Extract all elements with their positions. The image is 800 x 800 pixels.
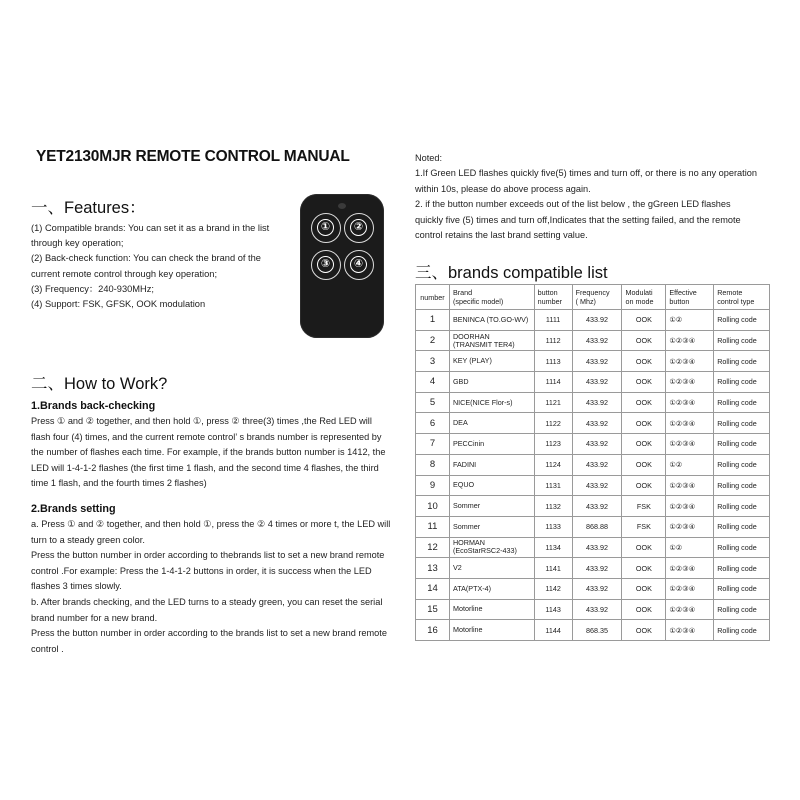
table-cell: Rolling code bbox=[714, 599, 770, 620]
table-cell: 433.92 bbox=[572, 434, 622, 455]
table-cell: OOK bbox=[622, 578, 666, 599]
table-cell: GBD bbox=[449, 372, 534, 393]
table-cell: 1141 bbox=[534, 558, 572, 579]
brands-setting-paragraph: Press the button number in order according to the brands list to set a new brand remote control . bbox=[31, 628, 387, 654]
table-cell: 9 bbox=[416, 475, 450, 496]
table-cell: Rolling code bbox=[714, 434, 770, 455]
table-cell: Rolling code bbox=[714, 310, 770, 331]
brands-setting-heading: 2.Brands setting bbox=[31, 503, 116, 515]
table-cell: 1123 bbox=[534, 434, 572, 455]
remote-button-2-label: ② bbox=[350, 219, 367, 236]
noted-line: 2. if the button number exceeds out of the list below , the gGreen LED flashes quickly five (5) times and turn off,Indicates that the setting failed, and the remote control retains the last brand setting value. bbox=[415, 199, 741, 241]
table-cell: PECCinin bbox=[449, 434, 534, 455]
table-cell: 1124 bbox=[534, 454, 572, 475]
table-cell: 1132 bbox=[534, 496, 572, 517]
table-cell: 433.92 bbox=[572, 578, 622, 599]
table-row bbox=[416, 537, 770, 558]
column-header: button number bbox=[534, 285, 572, 310]
table-cell: 1134 bbox=[534, 537, 572, 558]
table-cell: 433.92 bbox=[572, 310, 622, 331]
table-row bbox=[416, 372, 770, 393]
table-cell: V2 bbox=[449, 558, 534, 579]
brands-setting-paragraph: b. After brands checking, and the LED turns to a steady green, you can reset the serial brand number for a new brand. bbox=[31, 596, 383, 623]
table-cell: Rolling code bbox=[714, 620, 770, 641]
table-row bbox=[416, 413, 770, 434]
brands-setting-paragraph: a. Press ① and ② together, and then hold ①, press the ② 4 times or more t, the LED will turn to a steady green color. bbox=[31, 519, 391, 545]
table-cell: 433.92 bbox=[572, 454, 622, 475]
remote-control-image bbox=[300, 194, 384, 338]
feature-item: (2) Back-check function: You can check the brand of the current remote control through key operation; bbox=[31, 253, 261, 279]
brands-table bbox=[415, 284, 770, 641]
table-cell: ①② bbox=[666, 537, 714, 558]
table-cell: 14 bbox=[416, 578, 450, 599]
table-cell: OOK bbox=[622, 558, 666, 579]
column-header: Brand (specific model) bbox=[449, 285, 534, 310]
remote-button-3-label: ③ bbox=[317, 256, 334, 273]
table-cell: OOK bbox=[622, 475, 666, 496]
table-cell: HORMAN (EcoStarRSC2-433) bbox=[449, 537, 534, 558]
table-cell: ①② bbox=[666, 310, 714, 331]
table-cell: OOK bbox=[622, 413, 666, 434]
table-cell: 868.35 bbox=[572, 620, 622, 641]
table-cell: Rolling code bbox=[714, 496, 770, 517]
table-cell: 433.92 bbox=[572, 475, 622, 496]
table-cell: 11 bbox=[416, 516, 450, 537]
table-row bbox=[416, 434, 770, 455]
remote-button-2 bbox=[344, 213, 374, 243]
remote-button-4 bbox=[344, 250, 374, 280]
back-checking-text bbox=[31, 414, 391, 492]
column-header: number bbox=[416, 285, 450, 310]
brands-list-heading: 三、brands compatible list bbox=[415, 264, 608, 282]
column-header: Effective button bbox=[666, 285, 714, 310]
remote-button-4-label: ④ bbox=[350, 256, 367, 273]
table-cell: Rolling code bbox=[714, 413, 770, 434]
table-cell: 5 bbox=[416, 392, 450, 413]
table-cell: ①②③④ bbox=[666, 330, 714, 351]
table-cell: Rolling code bbox=[714, 392, 770, 413]
table-cell: 6 bbox=[416, 413, 450, 434]
table-cell: 433.92 bbox=[572, 537, 622, 558]
table-cell: OOK bbox=[622, 454, 666, 475]
table-cell: 13 bbox=[416, 558, 450, 579]
table-cell: 433.92 bbox=[572, 351, 622, 372]
table-row bbox=[416, 578, 770, 599]
table-cell: OOK bbox=[622, 434, 666, 455]
table-cell: NICE(NICE Flor-s) bbox=[449, 392, 534, 413]
table-cell: 433.92 bbox=[572, 413, 622, 434]
table-header-row bbox=[416, 285, 770, 310]
table-cell: 433.92 bbox=[572, 496, 622, 517]
table-cell: Rolling code bbox=[714, 558, 770, 579]
table-cell: FSK bbox=[622, 496, 666, 517]
feature-item: (1) Compatible brands: You can set it as a brand in the list through key operation; bbox=[31, 223, 270, 249]
table-cell: ①②③④ bbox=[666, 496, 714, 517]
table-cell: EQUO bbox=[449, 475, 534, 496]
table-row bbox=[416, 454, 770, 475]
features-heading: 一、Features： bbox=[31, 199, 146, 217]
table-cell: OOK bbox=[622, 392, 666, 413]
table-cell: ATA(PTX-4) bbox=[449, 578, 534, 599]
feature-item: (3) Frequency：240-930MHz; bbox=[31, 283, 154, 294]
features-list bbox=[31, 221, 289, 312]
table-cell: 433.92 bbox=[572, 392, 622, 413]
table-cell: BENINCA (TO.GO-WV) bbox=[449, 310, 534, 331]
table-cell: 8 bbox=[416, 454, 450, 475]
table-cell: KEY (PLAY) bbox=[449, 351, 534, 372]
table-cell: Rolling code bbox=[714, 578, 770, 599]
brands-setting-paragraph: Press the button number in order according to thebrands list to set a new brand remote control .For example: Press the 1-4-1-2 buttons in order, it is success when the LED flashes 3 times slowly. bbox=[31, 550, 385, 592]
table-cell: ①②③④ bbox=[666, 351, 714, 372]
table-cell: ①②③④ bbox=[666, 516, 714, 537]
table-cell: Rolling code bbox=[714, 330, 770, 351]
table-row bbox=[416, 392, 770, 413]
table-cell: Rolling code bbox=[714, 537, 770, 558]
table-row bbox=[416, 620, 770, 641]
table-row bbox=[416, 310, 770, 331]
table-cell: 1 bbox=[416, 310, 450, 331]
table-cell: 1114 bbox=[534, 372, 572, 393]
table-cell: 1112 bbox=[534, 330, 572, 351]
table-cell: 1113 bbox=[534, 351, 572, 372]
back-checking-paragraph: Press ① and ② together, and then hold ①, press ② three(3) times ,the Red LED will flash four (4) times, and the current remote control’ s brands number is represented by the number of flashes each time. For example, if the brands button number is 1412, the LED will 1-4-1-2 flashes (the first time 1 flash, and the second time 4 flashes, the third time 1 flash, and the fourth times 2 flashes) bbox=[31, 416, 386, 489]
table-cell: Rolling code bbox=[714, 372, 770, 393]
table-cell: DOORHAN (TRANSMIT TER4) bbox=[449, 330, 534, 351]
table-cell: Sommer bbox=[449, 496, 534, 517]
table-cell: ①②③④ bbox=[666, 434, 714, 455]
table-cell: OOK bbox=[622, 620, 666, 641]
table-cell: Motorline bbox=[449, 620, 534, 641]
remote-button-1-label: ① bbox=[317, 219, 334, 236]
how-to-work-heading: 二、How to Work? bbox=[31, 375, 168, 393]
table-cell: ①②③④ bbox=[666, 620, 714, 641]
table-cell: Rolling code bbox=[714, 516, 770, 537]
column-header: Remote control type bbox=[714, 285, 770, 310]
table-cell: ①②③④ bbox=[666, 372, 714, 393]
table-cell: 10 bbox=[416, 496, 450, 517]
table-cell: 1143 bbox=[534, 599, 572, 620]
table-cell: ①②③④ bbox=[666, 558, 714, 579]
table-cell: FSK bbox=[622, 516, 666, 537]
table-cell: DEA bbox=[449, 413, 534, 434]
table-cell: FADINI bbox=[449, 454, 534, 475]
table-cell: ①②③④ bbox=[666, 578, 714, 599]
table-row bbox=[416, 599, 770, 620]
table-cell: ①②③④ bbox=[666, 599, 714, 620]
table-row bbox=[416, 330, 770, 351]
table-row bbox=[416, 496, 770, 517]
table-row bbox=[416, 516, 770, 537]
table-cell: 15 bbox=[416, 599, 450, 620]
table-cell: ①②③④ bbox=[666, 392, 714, 413]
table-cell: 433.92 bbox=[572, 372, 622, 393]
table-cell: OOK bbox=[622, 310, 666, 331]
table-row bbox=[416, 351, 770, 372]
table-cell: 1142 bbox=[534, 578, 572, 599]
table-cell: 1121 bbox=[534, 392, 572, 413]
page-title: YET2130MJR REMOTE CONTROL MANUAL bbox=[36, 148, 350, 165]
table-cell: Rolling code bbox=[714, 351, 770, 372]
table-cell: 1122 bbox=[534, 413, 572, 434]
table-cell: 2 bbox=[416, 330, 450, 351]
table-cell: 1131 bbox=[534, 475, 572, 496]
table-cell: 433.92 bbox=[572, 599, 622, 620]
table-cell: Rolling code bbox=[714, 454, 770, 475]
noted-section bbox=[415, 151, 760, 243]
table-cell: ①②③④ bbox=[666, 475, 714, 496]
table-cell: 1144 bbox=[534, 620, 572, 641]
table-cell: 433.92 bbox=[572, 558, 622, 579]
table-cell: OOK bbox=[622, 537, 666, 558]
table-cell: 12 bbox=[416, 537, 450, 558]
table-cell: OOK bbox=[622, 330, 666, 351]
table-cell: 868.88 bbox=[572, 516, 622, 537]
back-checking-heading: 1.Brands back-checking bbox=[31, 400, 156, 412]
table-cell: OOK bbox=[622, 372, 666, 393]
table-cell: 4 bbox=[416, 372, 450, 393]
table-cell: 16 bbox=[416, 620, 450, 641]
feature-item: (4) Support: FSK, GFSK, OOK modulation bbox=[31, 299, 206, 310]
table-cell: 433.92 bbox=[572, 330, 622, 351]
table-row bbox=[416, 475, 770, 496]
table-cell: Motorline bbox=[449, 599, 534, 620]
table-cell: 3 bbox=[416, 351, 450, 372]
table-cell: 1133 bbox=[534, 516, 572, 537]
table-cell: Sommer bbox=[449, 516, 534, 537]
table-cell: ①② bbox=[666, 454, 714, 475]
led-indicator bbox=[338, 203, 346, 209]
table-cell: OOK bbox=[622, 351, 666, 372]
noted-heading: Noted: bbox=[415, 153, 443, 163]
table-cell: OOK bbox=[622, 599, 666, 620]
table-cell: Rolling code bbox=[714, 475, 770, 496]
brands-setting-text bbox=[31, 517, 391, 657]
remote-button-3 bbox=[311, 250, 341, 280]
column-header: Modulati on mode bbox=[622, 285, 666, 310]
table-row bbox=[416, 558, 770, 579]
table-cell: ①②③④ bbox=[666, 413, 714, 434]
column-header: Frequency ( Mhz) bbox=[572, 285, 622, 310]
table-cell: 1111 bbox=[534, 310, 572, 331]
table-cell: 7 bbox=[416, 434, 450, 455]
noted-line: 1.If Green LED flashes quickly five(5) times and turn off, or there is no any operation within 10s, please do above process again. bbox=[415, 168, 757, 194]
remote-button-1 bbox=[311, 213, 341, 243]
